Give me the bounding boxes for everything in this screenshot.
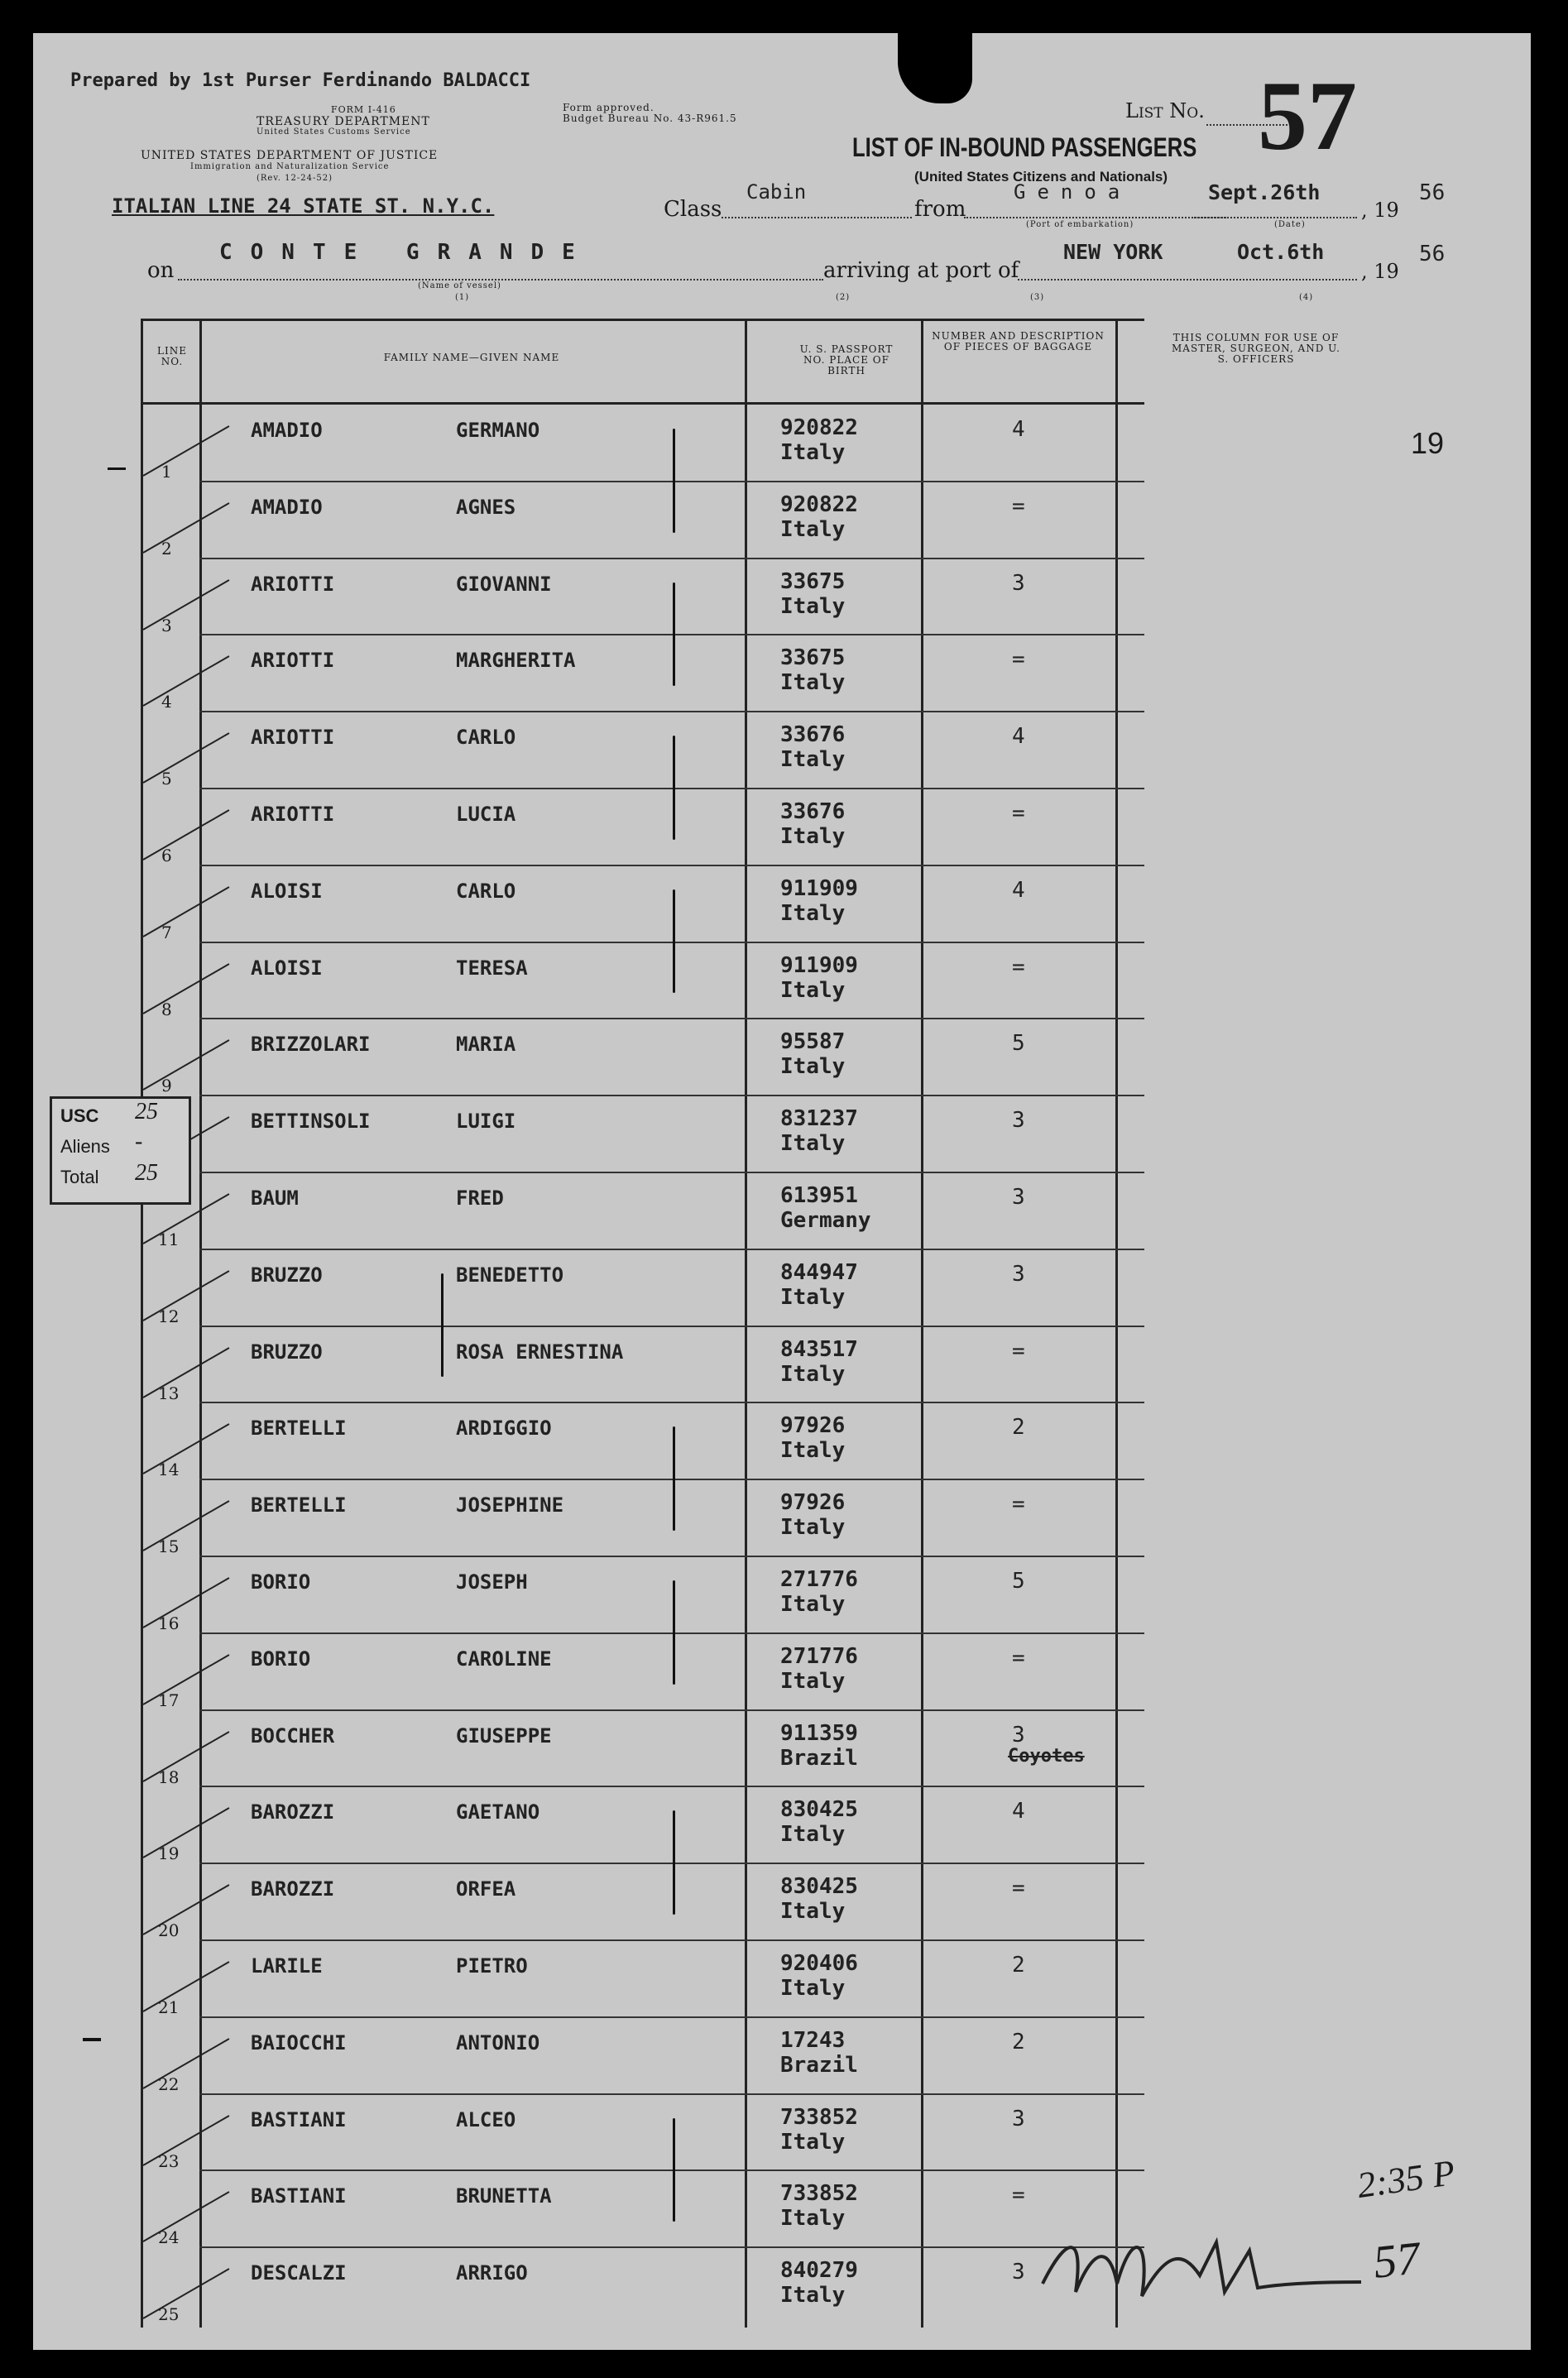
family-bracket-mark [673, 889, 675, 994]
line-number: 14 [158, 1460, 180, 1480]
table-row [143, 2246, 1144, 2323]
given-name: MARGHERITA [456, 649, 576, 673]
check-mark [143, 1731, 230, 1782]
baggage-count: = [1012, 2183, 1025, 2208]
baggage-count: = [1012, 1876, 1025, 1901]
margin-mark [83, 2038, 101, 2041]
embark-date: Sept.26th [1208, 180, 1321, 204]
given-name: BRUNETTA [456, 2184, 552, 2208]
passport-number: 844947 [780, 1259, 858, 1285]
from-label: from [914, 197, 966, 222]
baggage-count: 3 [1012, 570, 1025, 596]
check-mark [143, 1961, 230, 2012]
total-value: 25 [135, 1160, 158, 1186]
place-of-birth: Italy [780, 1054, 846, 1080]
baggage-count: 3 [1012, 2260, 1025, 2285]
check-mark [143, 1884, 230, 1935]
baggage-count: 3 [1012, 1722, 1025, 1748]
passenger-table [141, 319, 1340, 2328]
check-mark [143, 2115, 230, 2166]
handwritten-time-note: 2:35 P [1355, 2151, 1458, 2207]
passport-number: 97926 [780, 1413, 846, 1439]
place-of-birth: Italy [780, 900, 846, 926]
place-of-birth: Italy [780, 1899, 846, 1925]
family-name: BRUZZO [251, 1263, 323, 1287]
passport-number: 97926 [780, 1490, 846, 1516]
given-name: LUCIA [456, 803, 516, 826]
passport-number: 920822 [780, 415, 858, 440]
family-name: BERTELLI [251, 1493, 347, 1517]
passport-number: 33675 [780, 568, 846, 594]
table-row [143, 711, 1144, 787]
aliens-label: Aliens [60, 1136, 110, 1157]
port-embark-caption: (Port of embarkation) [1026, 220, 1134, 229]
passport-number: 271776 [780, 1567, 858, 1592]
passport-number: 920822 [780, 491, 858, 517]
arrival-line [1018, 279, 1357, 280]
passport-number: 911909 [780, 952, 858, 978]
place-of-birth: Italy [780, 516, 846, 542]
line-number: 5 [161, 769, 172, 789]
vessel-name: CONTE GRANDE [219, 240, 593, 265]
place-of-birth: Italy [780, 747, 846, 773]
table-row [143, 2093, 1144, 2169]
on-label: on [147, 258, 175, 283]
check-mark [143, 2038, 230, 2089]
check-mark [143, 502, 230, 554]
place-of-birth: Italy [780, 593, 846, 619]
header-passport: U. S. PASSPORT NO. PLACE OF BIRTH [799, 343, 894, 376]
family-name: ARIOTTI [251, 649, 335, 673]
family-name: BASTIANI [251, 2184, 347, 2208]
list-number: 57 [1258, 60, 1357, 170]
line-number: 9 [161, 1076, 172, 1096]
class-label: Class [664, 197, 722, 222]
table-row [143, 1939, 1144, 2016]
check-mark [143, 425, 230, 477]
given-name: CARLO [456, 879, 516, 903]
line-number: 17 [158, 1690, 180, 1710]
baggage-count: = [1012, 1645, 1025, 1671]
table-row [143, 1556, 1144, 1632]
line-number: 25 [158, 2304, 180, 2325]
family-bracket-mark [673, 1580, 675, 1685]
table-row [143, 1172, 1144, 1248]
baggage-count: 3 [1012, 1261, 1025, 1287]
header-name: FAMILY NAME—GIVEN NAME [383, 352, 560, 363]
check-mark [143, 579, 230, 630]
place-of-birth: Italy [780, 1131, 846, 1157]
table-row [143, 481, 1144, 557]
check-mark [143, 732, 230, 784]
check-mark [143, 1654, 230, 1705]
treasury-dept: TREASURY DEPARTMENT [257, 115, 430, 128]
family-bracket-mark [673, 2118, 675, 2222]
place-of-birth: Italy [780, 1822, 846, 1848]
class-line [722, 217, 912, 218]
table-row [143, 865, 1144, 941]
table-row [143, 1863, 1144, 1939]
line-number: 2 [161, 538, 172, 559]
line-number: 20 [158, 1920, 180, 1941]
immigration-service: Immigration and Naturalization Service [190, 162, 390, 171]
check-mark [143, 656, 230, 707]
given-name: ORFEA [456, 1877, 516, 1901]
table-header [143, 321, 1340, 405]
place-of-birth: Germany [780, 1208, 871, 1233]
manifest-sheet [33, 33, 1531, 2350]
list-no-label: List No. [1125, 99, 1205, 122]
family-name: DESCALZI [251, 2261, 347, 2285]
given-name: ROSA ERNESTINA [456, 1340, 624, 1364]
family-bracket-mark [673, 583, 675, 687]
passport-number: 17243 [780, 2027, 846, 2053]
column-number-4: (4) [1299, 293, 1314, 302]
aliens-value: - [135, 1129, 143, 1154]
class-value: Cabin [746, 180, 807, 204]
family-name: AMADIO [251, 419, 323, 442]
handwritten-signature [1034, 2217, 1365, 2317]
check-mark [143, 1347, 230, 1398]
list-subtitle: (United States Citizens and Nationals) [914, 169, 1168, 185]
margin-mark [108, 467, 126, 470]
check-mark [143, 1040, 230, 1091]
year-1: 56 [1419, 180, 1446, 205]
family-name: BRUZZO [251, 1340, 323, 1364]
line-number: 6 [161, 846, 172, 865]
baggage-count: = [1012, 801, 1025, 826]
family-name: BRIZZOLARI [251, 1033, 371, 1057]
form-approved: Form approved. [563, 102, 655, 113]
column-number-2: (2) [836, 293, 851, 302]
passport-number: 911359 [780, 1720, 858, 1746]
family-name: ARIOTTI [251, 572, 335, 596]
passport-number: 733852 [780, 2181, 858, 2207]
list-title: LIST OF IN-BOUND PASSENGERS [852, 132, 1197, 162]
family-name: BETTINSOLI [251, 1110, 371, 1134]
table-row [143, 1326, 1144, 1402]
header-line-no: LINE NO. [157, 345, 187, 367]
place-of-birth: Italy [780, 1361, 846, 1387]
baggage-count: 3 [1012, 1185, 1025, 1210]
family-name: LARILE [251, 1954, 323, 1978]
line-number: 12 [158, 1306, 180, 1326]
family-name: ARIOTTI [251, 726, 335, 750]
column-number-3: (3) [1030, 293, 1045, 302]
family-name: BAUM [251, 1187, 299, 1210]
given-name: ARDIGGIO [456, 1417, 552, 1441]
form-revision: (Rev. 12-24-52) [257, 174, 333, 183]
family-bracket-mark [673, 1426, 675, 1531]
table-row [143, 788, 1144, 864]
given-name: AGNES [456, 495, 516, 519]
handwritten-list-note: 57 [1370, 2232, 1423, 2289]
year-prefix-2: , 19 [1361, 260, 1399, 283]
ink-blot [898, 33, 972, 103]
tally-box [50, 1096, 191, 1205]
table-row [143, 1095, 1144, 1171]
family-name: BAROZZI [251, 1877, 335, 1901]
line-number: 7 [161, 922, 172, 942]
place-of-birth: Italy [780, 2129, 846, 2155]
passport-number: 95587 [780, 1029, 846, 1055]
family-name: BAROZZI [251, 1800, 335, 1824]
place-of-birth: Italy [780, 824, 846, 849]
check-mark [143, 2268, 230, 2319]
given-name: CARLO [456, 726, 516, 750]
family-name: BAIOCCHI [251, 2030, 347, 2054]
line-number: 23 [158, 2150, 180, 2171]
form-number: FORM I-416 [331, 104, 396, 115]
passport-number: 920406 [780, 1951, 858, 1976]
prepared-by: Prepared by 1st Purser Ferdinando BALDACCI [70, 70, 531, 91]
given-name: JOSEPH [456, 1570, 528, 1594]
family-name: BOCCHER [251, 1724, 335, 1748]
check-mark [143, 809, 230, 861]
table-row [143, 2169, 1144, 2246]
baggage-count: = [1012, 1492, 1025, 1517]
family-name: BASTIANI [251, 2107, 347, 2131]
line-number: 18 [158, 1767, 180, 1787]
table-row [143, 2016, 1144, 2093]
family-bracket-mark [673, 736, 675, 840]
passport-number: 911909 [780, 875, 858, 901]
line-number: 16 [158, 1613, 180, 1633]
place-of-birth: Brazil [780, 1745, 858, 1771]
vessel-caption: (Name of vessel) [418, 281, 501, 290]
place-of-birth: Brazil [780, 2052, 858, 2078]
line-number: 15 [158, 1537, 180, 1557]
baggage-count: 3 [1012, 1108, 1025, 1134]
table-row [143, 1479, 1144, 1555]
budget-bureau: Budget Bureau No. 43-R961.5 [563, 113, 737, 124]
family-name: AMADIO [251, 495, 323, 519]
check-mark [143, 963, 230, 1014]
table-row [143, 1402, 1144, 1478]
given-name: MARIA [456, 1033, 516, 1057]
given-name: GERMANO [456, 419, 540, 442]
place-of-birth: Italy [780, 1438, 846, 1464]
check-mark [143, 1424, 230, 1475]
total-label: Total [60, 1167, 99, 1187]
given-name: GAETANO [456, 1800, 540, 1824]
line-number: 13 [158, 1383, 180, 1403]
table-row [143, 558, 1144, 634]
table-row [143, 404, 1144, 480]
justice-dept: UNITED STATES DEPARTMENT OF JUSTICE [141, 149, 439, 162]
given-name: GIUSEPPE [456, 1724, 552, 1748]
line-number: 8 [161, 999, 172, 1019]
passport-number: 830425 [780, 1797, 858, 1823]
passport-number: 733852 [780, 2104, 858, 2130]
header-baggage: NUMBER AND DESCRIPTION OF PIECES OF BAGGAGE [932, 330, 1105, 352]
place-of-birth: Italy [780, 670, 846, 696]
line-number: 1 [161, 462, 172, 482]
table-row [143, 634, 1144, 710]
date-caption: (Date) [1274, 220, 1306, 229]
given-name: ARRIGO [456, 2261, 528, 2285]
given-name: ANTONIO [456, 2030, 540, 2054]
baggage-count: 2 [1012, 1415, 1025, 1441]
passport-number: 843517 [780, 1336, 858, 1362]
baggage-note: Coyotes [1008, 1745, 1085, 1767]
arrival-date: Oct.6th [1237, 240, 1325, 264]
given-name: PIETRO [456, 1954, 528, 1978]
place-of-birth: Italy [780, 1515, 846, 1541]
place-of-birth: Italy [780, 2206, 846, 2232]
place-of-birth: Italy [780, 977, 846, 1003]
passport-number: 33676 [780, 722, 846, 748]
baggage-count: = [1012, 493, 1025, 519]
passport-number: 33675 [780, 645, 846, 671]
table-row [143, 1018, 1144, 1094]
check-mark [143, 1577, 230, 1628]
family-name: ARIOTTI [251, 803, 335, 826]
family-name: BORIO [251, 1647, 311, 1671]
given-name: LUIGI [456, 1110, 516, 1134]
arriving-label: arriving at port of [823, 258, 1019, 283]
family-bracket-mark [441, 1273, 444, 1378]
baggage-count: 4 [1012, 877, 1025, 903]
given-name: ALCEO [456, 2107, 516, 2131]
line-number: 24 [158, 2227, 180, 2248]
table-row [143, 1249, 1144, 1325]
given-name: GIOVANNI [456, 572, 552, 596]
baggage-count: 4 [1012, 1799, 1025, 1824]
line-number: 19 [158, 1843, 180, 1864]
given-name: FRED [456, 1187, 504, 1210]
passport-number: 830425 [780, 1874, 858, 1900]
arrival-port: NEW YORK [1063, 240, 1163, 264]
column-number-1: (1) [455, 293, 470, 302]
family-name: BORIO [251, 1570, 311, 1594]
baggage-count: = [1012, 647, 1025, 673]
date-line-1 [1192, 217, 1357, 218]
baggage-count: = [1012, 954, 1025, 980]
year-prefix-1: , 19 [1361, 199, 1399, 222]
place-of-birth: Italy [780, 1976, 846, 2001]
baggage-count: = [1012, 1338, 1025, 1364]
place-of-birth: Italy [780, 1284, 846, 1310]
header-officers: THIS COLUMN FOR USE OF MASTER, SURGEON, AND U. S. OFFICERS [1172, 332, 1340, 365]
check-mark [143, 1270, 230, 1321]
given-name: TERESA [456, 956, 528, 980]
baggage-count: 4 [1012, 417, 1025, 442]
table-row [143, 1632, 1144, 1709]
page-stamp: 19 [1411, 426, 1445, 460]
family-name: BERTELLI [251, 1417, 347, 1441]
place-of-birth: Italy [780, 440, 846, 465]
passport-number: 271776 [780, 1643, 858, 1669]
passport-number: 613951 [780, 1183, 858, 1208]
baggage-count: 5 [1012, 1031, 1025, 1057]
line-number: 4 [161, 692, 172, 712]
place-of-birth: Italy [780, 2283, 846, 2308]
baggage-count: 3 [1012, 2106, 1025, 2131]
table-row [143, 1709, 1144, 1786]
check-mark [143, 2192, 230, 2243]
passport-number: 33676 [780, 799, 846, 824]
line-number: 21 [158, 1997, 180, 2017]
line-address: ITALIAN LINE 24 STATE ST. N.Y.C. [112, 194, 495, 218]
family-bracket-mark [673, 429, 675, 533]
given-name: JOSEPHINE [456, 1493, 564, 1517]
line-number: 22 [158, 2074, 180, 2094]
passport-number: 831237 [780, 1106, 858, 1132]
check-mark [143, 886, 230, 937]
baggage-count: 5 [1012, 1569, 1025, 1594]
from-line [964, 217, 1229, 218]
check-mark [143, 1808, 230, 1859]
vessel-line [178, 279, 823, 280]
usc-label: USC [60, 1105, 99, 1126]
line-number: 3 [161, 615, 172, 635]
table-row [143, 942, 1144, 1018]
from-value: Genoa [1014, 180, 1132, 204]
family-name: ALOISI [251, 879, 323, 903]
check-mark [143, 1500, 230, 1551]
family-bracket-mark [673, 1810, 675, 1915]
family-name: ALOISI [251, 956, 323, 980]
given-name: BENEDETTO [456, 1263, 564, 1287]
year-2: 56 [1419, 242, 1446, 266]
place-of-birth: Italy [780, 1592, 846, 1617]
baggage-count: 4 [1012, 724, 1025, 750]
passport-number: 840279 [780, 2258, 858, 2284]
baggage-count: 2 [1012, 1953, 1025, 1978]
place-of-birth: Italy [780, 1668, 846, 1694]
given-name: CAROLINE [456, 1647, 552, 1671]
table-row [143, 1786, 1144, 1862]
line-number: 11 [158, 1230, 180, 1249]
usc-value: 25 [135, 1099, 158, 1124]
customs-service: United States Customs Service [257, 127, 411, 137]
baggage-count: 2 [1012, 2029, 1025, 2054]
